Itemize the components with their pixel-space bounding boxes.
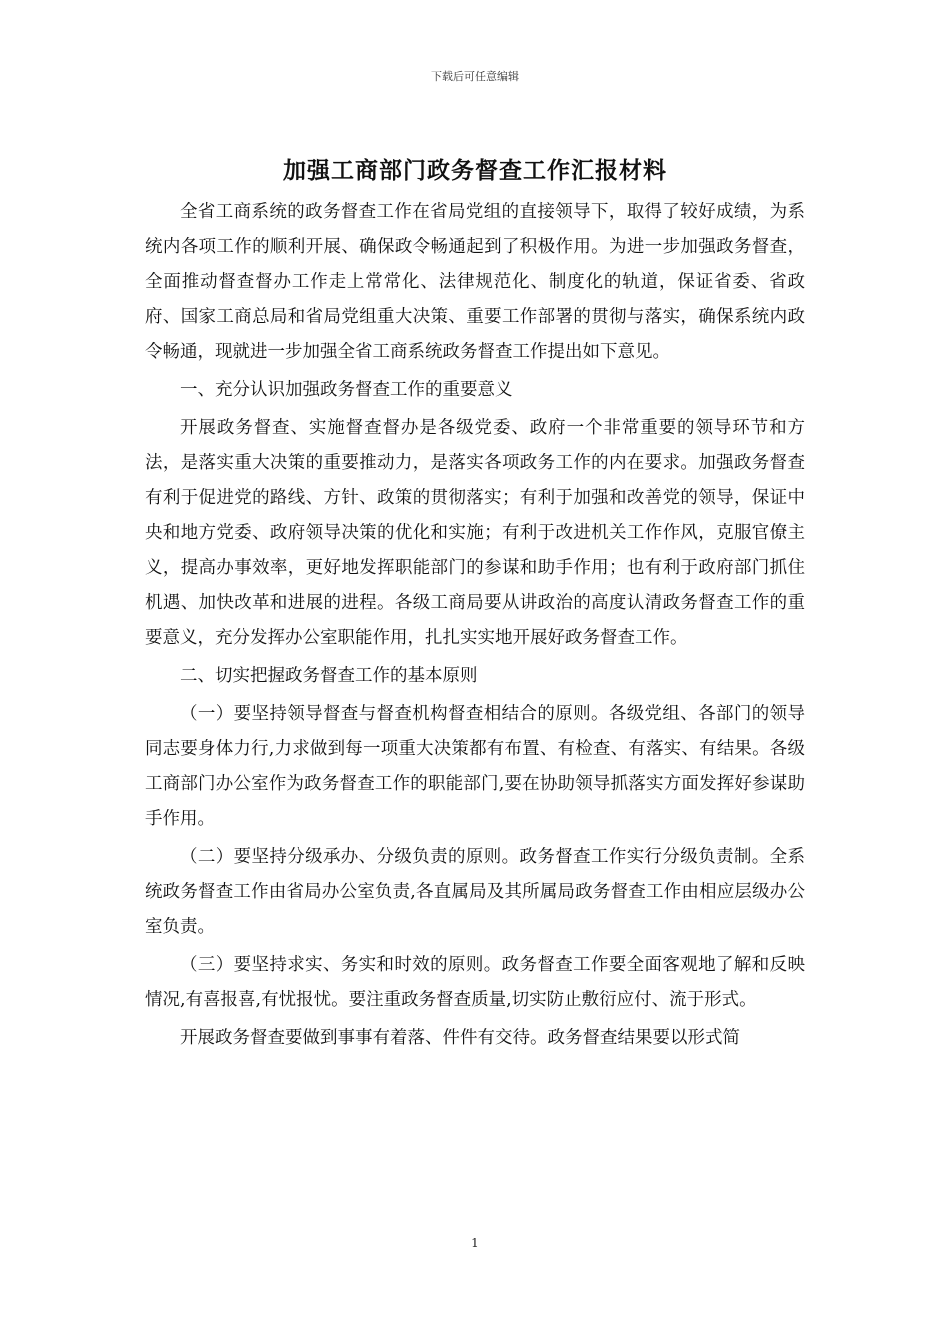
- paragraph-principle-2: （二）要坚持分级承办、分级负责的原则。政务督查工作实行分级负责制。全系统政务督查工作由省局办公室负责,各直属局及其所属局政务督查工作由相应层级办公室负责。: [145, 847, 805, 937]
- paragraph-significance: 开展政务督查、实施督查督办是各级党委、政府一个非常重要的领导环节和方法，是落实重大决策的重要推动力，是落实各项政务工作的内在要求。加强政务督查有利于促进党的路线、方针、政策的贯彻落实；有利于加强和改善党的领导，保证中央和地方党委、政府领导决策的优化和实施；有利于改进机关工作作风，克服官僚主义，提高办事效率，更好地发挥职能部门的参谋和助手作用；也有利于政府部门抓住机遇、加快改革和进展的进程。各级工商局要从讲政治的高度认清政务督查工作的重要意义，充分发挥办公室职能作用，扎扎实实地开展好政务督查工作。: [145, 418, 805, 648]
- document-body: [145, 195, 805, 1059]
- page-number: 1: [471, 1236, 479, 1250]
- section-heading-2: 二、切实把握政务督查工作的基本原则: [180, 666, 478, 686]
- paragraph-principle-3: （三）要坚持求实、务实和时效的原则。政务督查工作要全面客观地了解和反映情况,有喜报喜,有忧报忧。要注重政务督查质量,切实防止敷衍应付、流于形式。: [145, 955, 805, 1010]
- section-heading-1: 一、充分认识加强政务督查工作的重要意义: [180, 380, 513, 400]
- paragraph-principle-1: （一）要坚持领导督查与督查机构督查相结合的原则。各级党组、各部门的领导同志要身体力行,力求做到每一项重大决策都有布置、有检查、有落实、有结果。各级工商部门办公室作为政务督查工作的职能部门,要在协助领导抓落实方面发挥好参谋助手作用。: [145, 704, 805, 829]
- paragraph-continuation: 开展政务督查要做到事事有着落、件件有交待。政务督查结果要以形式简: [180, 1028, 740, 1048]
- page-header: 下载后可任意编辑: [431, 70, 519, 83]
- document-title: 加强工商部门政务督查工作汇报材料: [283, 157, 667, 184]
- paragraph-intro: 全省工商系统的政务督查工作在省局党组的直接领导下，取得了较好成绩，为系统内各项工作的顺利开展、确保政令畅通起到了积极作用。为进一步加强政务督查，全面推动督查督办工作走上常常化、法律规范化、制度化的轨道，保证省委、省政府、国家工商总局和省局党组重大决策、重要工作部署的贯彻与落实，确保系统内政令畅通，现就进一步加强全省工商系统政务督查工作提出如下意见。: [145, 202, 805, 362]
